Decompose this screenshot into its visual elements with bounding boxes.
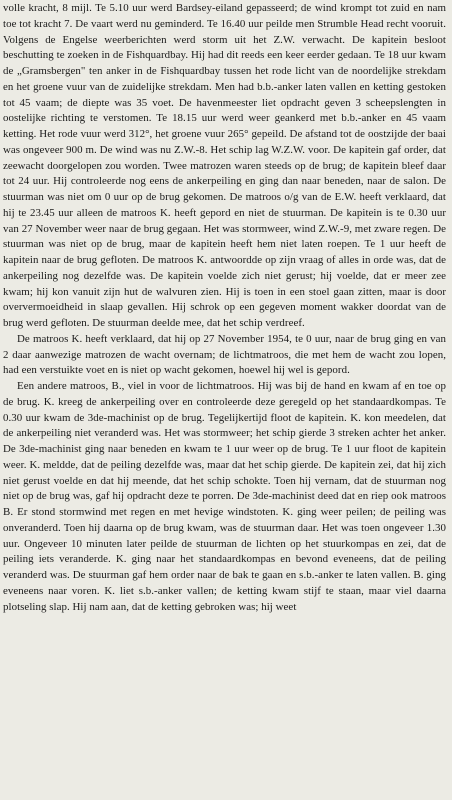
body-text	[3, 1, 446, 615]
paragraph-1: volle kracht, 8 mijl. Te 5.10 uur werd Bardsey-eiland gepasseerd; de wind krompt tot zuid en nam toe tot kracht 7. De vaart werd nu geminderd. Te 16.40 uur peilde men Strumble Head recht vooruit. Volgens de Engelse weerberichten werd storm uit het Z.W. verwacht. De kapitein besloot beschutting te zoeken in de Fishquardbay. Hij had dit reeds een keer eerder gedaan. Te 18 uur kwam de „Gramsbergen" ten anker in de Fishquardbay tussen het rode licht van de noordelijke strekdam en het groene vuur van de zuidelijke strekdam. Men had b.b.-anker laten vallen en ketting gestoken tot 45 vaam; de diepte was 35 voet. De havenmeester liet opdracht geven 3 scheepslengten in oostelijke richting te verstomen. Te 18.15 uur werd weer geankerd met b.b.-anker en 45 vaam ketting. Het rode vuur werd 312°, het groene vuur 265° gepeild. De afstand tot de oostzijde der baai was ongeveer 900 m. De wind was nu Z.W.-8. Het schip lag W.Z.W. voor. De kapitein gaf order, dat zeewacht doorgelopen zou worden. Twee matrozen waren steeds op de brug; de kapitein bleef daar tot 24 uur. Hij controleerde nog eens de ankerpeiling en ging dan naar beneden, naar de salon. De stuurman was niet om 0 uur op de brug gekomen. De matroos o/g van de E.W. heeft verklaard, dat hij te 23.45 uur alleen de matroos K. heeft gepord en niet de stuurman. De kapitein is te 0.30 uur van 27 November weer naar de brug gegaan. Het was stormweer, wind Z.W.-9, met zware regen. De stuurman was niet op de brug, maar de kapitein heeft hem niet laten roepen. Te 1 uur heeft de kapitein naar de brug gefloten. De matroos K. antwoordde op zijn vraag of alles in orde was, dat de ankerpeiling nog dezelfde was. De kapitein voelde zich niet gerust; hij voelde, dat er meer zee kwam; hij kon vanuit zijn hut de walvuren zien. Hij is toen in een stoel gaan zitten, maar is door oververmoeidheid in slaap gevallen. Hij schrok op een gegeven moment wakker doordat van de brug werd gefloten. De stuurman deelde mee, dat het schip verdreef.	[3, 2, 446, 329]
paragraph-3: Een andere matroos, B., viel in voor de lichtmatroos. Hij was bij de hand en kwam af en toe op de brug. K. kreeg de ankerpeiling over en controleerde deze geregeld op het standaardkompas. Te 0.30 uur kwam de 3de-machinist op de brug. Tegelijkertijd floot de kapitein. K. kon meedelen, dat de ankerpeiling niet veranderd was. Het was stormweer; het schip gierde 3 streken achter het anker. De 3de-machinist ging naar beneden en kwam te 1 uur weer op de brug. Te 1 uur floot de kapitein weer. K. meldde, dat de peiling dezelfde was, maar dat het schip gierde. De kapitein zei, dat hij zich niet gerust voelde en dat hij meende, dat het schip schokte. Toen hij vernam, dat de stuurman nog niet op de brug was, gaf hij opdracht deze te porren. De 3de-machinist deed dat en riep ook matroos B. Er stond stormwind met regen en met hevige windstoten. K. ging weer peilen; de peiling was onveranderd. Toen hij daarna op de brug kwam, was de stuurman daar. Het was toen ongeveer 1.30 uur. Ongeveer 10 minuten later peilde de stuurman de lichten op het stuurkompas en zei, dat de peiling iets veranderde. K. ging naar het standaardkompas en bevond eveneens, dat de peiling veranderd was. De stuurman gaf hem order naar de bak te gaan en s.b.-anker te laten vallen. B. ging eveneens naar voren. K. liet s.b.-anker vallen; de ketting kwam stijf te staan, maar viel daarna plotseling slap. Hij nam aan, dat de ketting gebroken was; hij weet	[3, 380, 446, 613]
paragraph-2: De matroos K. heeft verklaard, dat hij op 27 November 1954, te 0 uur, naar de brug ging en van 2 daar aanwezige matrozen de wacht overnam; de lichtmatroos, die met hem de wacht zou lopen, had een verstuikte voet en is niet op wacht gekomen, hoewel hij wel is gepord.	[3, 332, 446, 377]
